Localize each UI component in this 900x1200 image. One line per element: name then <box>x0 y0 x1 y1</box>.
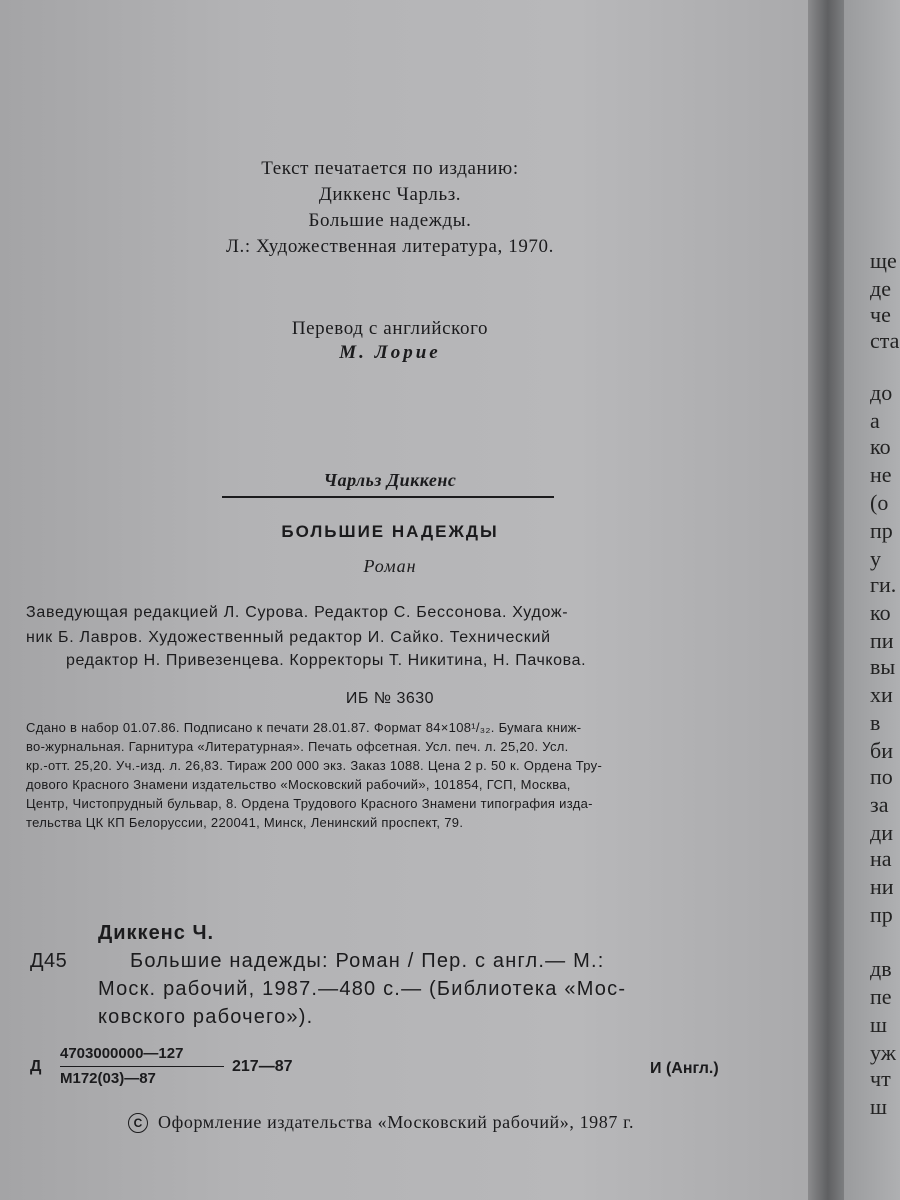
translator-name: М. Лорие <box>339 342 441 363</box>
adjacent-fragment: ко <box>870 600 891 625</box>
adjacent-fragment: чт <box>870 1066 891 1091</box>
source-line-4: Л.: Художественная литература, 1970. <box>226 236 554 257</box>
index-suffix: 217—87 <box>232 1058 293 1075</box>
adjacent-fragment: пи <box>870 628 894 653</box>
imprint-line-3: кр.-отт. 25,20. Уч.-изд. л. 26,83. Тираж 200 000 экз. Заказ 1088. Цена 2 р. 50 к. Ордена Тру- <box>26 758 603 773</box>
index-letter: Д <box>30 1058 42 1075</box>
classification: И (Англ.) <box>650 1060 719 1077</box>
book-title: БОЛЬШИЕ НАДЕЖДЫ <box>281 522 499 541</box>
author-name: Чарльз Диккенс <box>323 470 457 490</box>
adjacent-fragment: за <box>870 792 889 817</box>
imprint-line-5: Центр, Чистопрудный бульвар, 8. Ордена Трудового Красного Знамени типография изда- <box>26 796 593 811</box>
imprint-line-2: во-журнальная. Гарнитура «Литературная». Печать офсетная. Усл. печ. л. 25,20. Усл. <box>26 739 569 754</box>
adjacent-fragment: пе <box>870 984 892 1009</box>
adjacent-fragment: не <box>870 462 892 487</box>
catalog-author: Диккенс Ч. <box>98 922 215 944</box>
staff-line-1: Заведующая редакцией Л. Сурова. Редактор С. Бессонова. Худож- <box>26 604 569 621</box>
adjacent-fragment: до <box>870 380 893 405</box>
staff-line-2: ник Б. Лавров. Художественный редактор И. Сайко. Технический <box>26 629 551 646</box>
adjacent-fragment: (о <box>870 490 889 515</box>
adjacent-fragment: пр <box>870 518 893 543</box>
adjacent-fragment: ко <box>870 434 891 459</box>
adjacent-fragment: в <box>870 710 881 735</box>
index-denominator: М172(03)—87 <box>60 1070 156 1087</box>
adjacent-fragment: ги. <box>870 572 897 597</box>
book-gutter <box>808 0 844 1200</box>
adjacent-fragment: че <box>870 302 891 327</box>
adjacent-fragment: пр <box>870 902 893 927</box>
catalog-line-3: ковского рабочего»). <box>98 1006 314 1028</box>
adjacent-fragment: ш <box>870 1094 887 1119</box>
imprint-line-4: дового Красного Знамени издательство «Московский рабочий», 101854, ГСП, Москва, <box>26 777 571 792</box>
index-numerator: 4703000000—127 <box>60 1045 184 1062</box>
book-genre: Роман <box>363 556 417 576</box>
adjacent-fragment: би <box>870 738 893 763</box>
adjacent-fragment: де <box>870 276 891 301</box>
source-line-1: Текст печатается по изданию: <box>261 158 519 179</box>
adjacent-fragment: а <box>870 408 880 433</box>
staff-line-3: редактор Н. Привезенцева. Корректоры Т. Никитина, Н. Пачкова. <box>66 652 587 669</box>
adjacent-fragment: хи <box>870 682 893 707</box>
title-rule <box>222 496 554 498</box>
index-fraction-bar <box>60 1066 224 1067</box>
catalog-code: Д45 <box>30 950 68 972</box>
adjacent-fragment: вы <box>870 654 896 679</box>
adjacent-fragment: на <box>870 846 892 871</box>
adjacent-fragment: ста <box>870 328 900 353</box>
adjacent-fragment: ще <box>870 248 897 273</box>
adjacent-fragment: у <box>870 546 881 571</box>
ib-number: ИБ № 3630 <box>345 690 435 707</box>
imprint-line-1: Сдано в набор 01.07.86. Подписано к печати 28.01.87. Формат 84×108¹/₃₂. Бумага книж- <box>26 720 582 735</box>
adjacent-fragment: дв <box>870 956 892 981</box>
copyright-icon: C <box>128 1113 148 1133</box>
imprint-line-6: тельства ЦК КП Белоруссии, 220041, Минск, Ленинский проспект, 79. <box>26 815 464 830</box>
adjacent-fragment: ни <box>870 874 894 899</box>
translation-label: Перевод с английского <box>291 318 489 339</box>
adjacent-fragment: ш <box>870 1012 887 1037</box>
copyright-text: Оформление издательства «Московский рабочий», 1987 г. <box>158 1112 635 1132</box>
adjacent-fragment: ди <box>870 820 893 845</box>
catalog-line-1: Большие надежды: Роман / Пер. с англ.— М.: <box>130 950 605 972</box>
adjacent-fragment: по <box>870 764 893 789</box>
catalog-line-2: Моск. рабочий, 1987.—480 с.— (Библиотека «Мос- <box>98 978 627 1000</box>
adjacent-fragment: уж <box>870 1040 896 1065</box>
source-line-3: Большие надежды. <box>308 210 472 231</box>
adjacent-page <box>844 0 900 1200</box>
source-line-2: Диккенс Чарльз. <box>318 184 462 205</box>
